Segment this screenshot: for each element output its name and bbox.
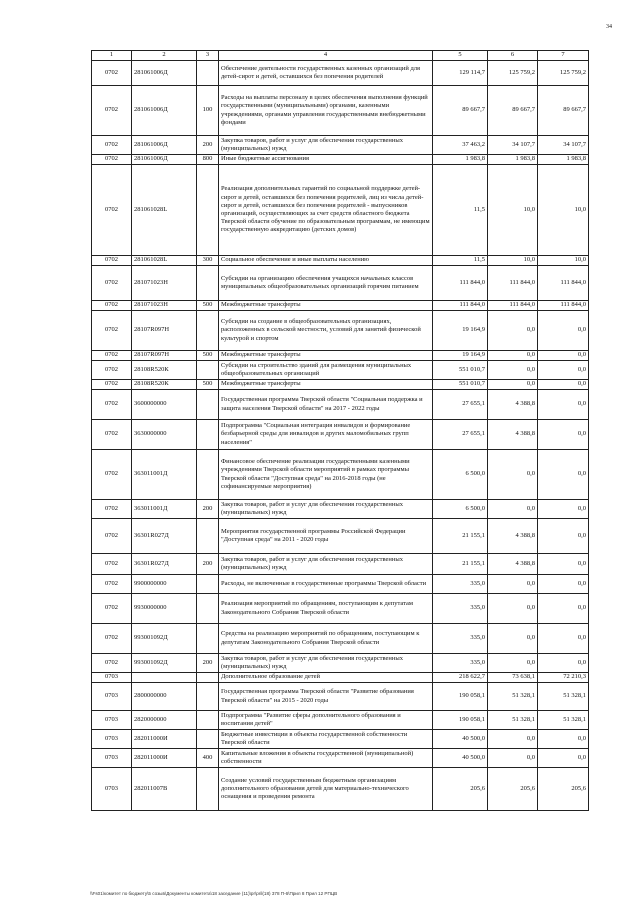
amount-year-2-cell: 0,0 bbox=[488, 351, 538, 361]
amount-year-3-cell: 125 759,2 bbox=[538, 61, 589, 86]
description-cell: Средства на реализацию мероприятий по обращениям, поступающим к депутатам Законодательного Собрания Тверской области bbox=[219, 624, 433, 654]
section-code-cell: 0702 bbox=[92, 575, 132, 594]
description-cell: Субсидии на организацию обеспечения учащихся начальных классов муниципальных общеобразовательных организаций горячим питанием bbox=[219, 266, 433, 301]
description-cell: Закупка товаров, работ и услуг для обеспечения государственных (муниципальных) нужд bbox=[219, 136, 433, 155]
amount-year-3-cell: 0,0 bbox=[538, 749, 589, 768]
expense-type-cell bbox=[197, 61, 219, 86]
target-article-cell: 3600000000 bbox=[132, 390, 197, 420]
amount-year-3-cell: 0,0 bbox=[538, 575, 589, 594]
table-row bbox=[92, 380, 589, 390]
description-cell: Расходы, не включенные в государственные программы Тверской области bbox=[219, 575, 433, 594]
expense-type-cell bbox=[197, 420, 219, 450]
section-code-cell: 0702 bbox=[92, 380, 132, 390]
amount-year-3-cell: 0,0 bbox=[538, 554, 589, 575]
amount-year-2-cell: 51 328,1 bbox=[488, 683, 538, 711]
description-cell: Закупка товаров, работ и услуг для обеспечения государственных (муниципальных) нужд bbox=[219, 654, 433, 673]
target-article-cell: 36301R027Д bbox=[132, 554, 197, 575]
amount-year-2-cell: 0,0 bbox=[488, 654, 538, 673]
expense-type-cell bbox=[197, 594, 219, 624]
amount-year-2-cell: 89 667,7 bbox=[488, 86, 538, 136]
expense-type-cell bbox=[197, 450, 219, 500]
description-cell: Расходы на выплаты персоналу в целях обеспечения выполнения функций государственными (муниципальными) органами, казенными учреждениями, органами управления государственными внебюджетными фондами bbox=[219, 86, 433, 136]
target-article-cell: 281071023Н bbox=[132, 266, 197, 301]
expense-type-cell: 100 bbox=[197, 86, 219, 136]
header-col-6: 6 bbox=[488, 51, 538, 61]
header-col-1: 1 bbox=[92, 51, 132, 61]
expense-type-cell: 800 bbox=[197, 155, 219, 165]
section-code-cell: 0702 bbox=[92, 554, 132, 575]
target-article-cell: 28108R520К bbox=[132, 380, 197, 390]
expense-type-cell: 200 bbox=[197, 500, 219, 519]
amount-year-1-cell: 21 155,1 bbox=[433, 519, 488, 554]
section-code-cell: 0702 bbox=[92, 420, 132, 450]
amount-year-1-cell: 129 114,7 bbox=[433, 61, 488, 86]
section-code-cell: 0702 bbox=[92, 266, 132, 301]
table-row bbox=[92, 390, 589, 420]
amount-year-1-cell: 37 463,2 bbox=[433, 136, 488, 155]
section-code-cell: 0702 bbox=[92, 165, 132, 256]
description-cell: Дополнительное образование детей bbox=[219, 673, 433, 683]
header-col-7: 7 bbox=[538, 51, 589, 61]
table-row bbox=[92, 155, 589, 165]
target-article-cell: 282011000И bbox=[132, 730, 197, 749]
amount-year-3-cell: 1 983,8 bbox=[538, 155, 589, 165]
amount-year-1-cell: 335,0 bbox=[433, 654, 488, 673]
section-code-cell: 0702 bbox=[92, 594, 132, 624]
section-code-cell: 0702 bbox=[92, 654, 132, 673]
table-row bbox=[92, 575, 589, 594]
expense-type-cell bbox=[197, 624, 219, 654]
amount-year-1-cell: 11,5 bbox=[433, 165, 488, 256]
amount-year-1-cell: 1 983,8 bbox=[433, 155, 488, 165]
section-code-cell: 0702 bbox=[92, 86, 132, 136]
amount-year-2-cell: 0,0 bbox=[488, 500, 538, 519]
table-row bbox=[92, 624, 589, 654]
table-row bbox=[92, 136, 589, 155]
header-col-2: 2 bbox=[132, 51, 197, 61]
section-code-cell: 0703 bbox=[92, 749, 132, 768]
amount-year-2-cell: 34 107,7 bbox=[488, 136, 538, 155]
page-number: 34 bbox=[606, 24, 612, 30]
expense-type-cell: 200 bbox=[197, 654, 219, 673]
amount-year-2-cell: 0,0 bbox=[488, 624, 538, 654]
expense-type-cell bbox=[197, 673, 219, 683]
amount-year-1-cell: 6 500,0 bbox=[433, 450, 488, 500]
expense-type-cell: 200 bbox=[197, 554, 219, 575]
amount-year-3-cell: 72 210,3 bbox=[538, 673, 589, 683]
amount-year-3-cell: 10,0 bbox=[538, 256, 589, 266]
section-code-cell: 0703 bbox=[92, 711, 132, 730]
target-article-cell: 2800000000 bbox=[132, 683, 197, 711]
section-code-cell: 0702 bbox=[92, 390, 132, 420]
amount-year-3-cell: 0,0 bbox=[538, 519, 589, 554]
target-article-cell: 281061006Д bbox=[132, 61, 197, 86]
table-row bbox=[92, 673, 589, 683]
amount-year-3-cell: 111 844,0 bbox=[538, 301, 589, 311]
section-code-cell: 0702 bbox=[92, 500, 132, 519]
expense-type-cell: 500 bbox=[197, 380, 219, 390]
description-cell: Социальное обеспечение и иные выплаты населению bbox=[219, 256, 433, 266]
section-code-cell: 0702 bbox=[92, 351, 132, 361]
table-row bbox=[92, 519, 589, 554]
description-cell: Подпрограмма "Социальная интеграция инвалидов и формирование безбарьерной среды для инвалидов и других маломобильных групп населения" bbox=[219, 420, 433, 450]
amount-year-3-cell: 0,0 bbox=[538, 311, 589, 351]
amount-year-1-cell: 21 155,1 bbox=[433, 554, 488, 575]
amount-year-3-cell: 10,0 bbox=[538, 165, 589, 256]
amount-year-2-cell: 0,0 bbox=[488, 594, 538, 624]
amount-year-3-cell: 0,0 bbox=[538, 450, 589, 500]
expense-type-cell: 500 bbox=[197, 351, 219, 361]
target-article-cell: 281061006Д bbox=[132, 155, 197, 165]
section-code-cell: 0702 bbox=[92, 311, 132, 351]
section-code-cell: 0703 bbox=[92, 673, 132, 683]
description-cell: Государственная программа Тверской области "Развитие образования Тверской области" на 2015 - 2020 годы bbox=[219, 683, 433, 711]
table-row bbox=[92, 768, 589, 811]
expense-type-cell bbox=[197, 519, 219, 554]
amount-year-2-cell: 73 638,1 bbox=[488, 673, 538, 683]
description-cell: Финансовое обеспечение реализации государственными казенными учреждениями Тверской области мероприятий в рамках программы Тверской области "Доступная среда" на 2016-2018 годы (не софинансируемые мероприятия) bbox=[219, 450, 433, 500]
table-row bbox=[92, 749, 589, 768]
amount-year-1-cell: 19 164,9 bbox=[433, 351, 488, 361]
section-code-cell: 0703 bbox=[92, 768, 132, 811]
amount-year-1-cell: 551 010,7 bbox=[433, 380, 488, 390]
amount-year-2-cell: 4 388,8 bbox=[488, 420, 538, 450]
amount-year-1-cell: 27 655,1 bbox=[433, 420, 488, 450]
description-cell: Закупка товаров, работ и услуг для обеспечения государственных (муниципальных) нужд bbox=[219, 554, 433, 575]
section-code-cell: 0702 bbox=[92, 450, 132, 500]
amount-year-3-cell: 0,0 bbox=[538, 730, 589, 749]
amount-year-2-cell: 0,0 bbox=[488, 749, 538, 768]
amount-year-1-cell: 6 500,0 bbox=[433, 500, 488, 519]
amount-year-1-cell: 218 622,7 bbox=[433, 673, 488, 683]
expense-type-cell bbox=[197, 390, 219, 420]
amount-year-3-cell: 205,6 bbox=[538, 768, 589, 811]
target-article-cell: 281071023Н bbox=[132, 301, 197, 311]
table-row bbox=[92, 301, 589, 311]
amount-year-1-cell: 335,0 bbox=[433, 575, 488, 594]
expense-type-cell bbox=[197, 768, 219, 811]
target-article-cell bbox=[132, 673, 197, 683]
amount-year-3-cell: 0,0 bbox=[538, 380, 589, 390]
amount-year-2-cell: 125 759,2 bbox=[488, 61, 538, 86]
expense-type-cell bbox=[197, 266, 219, 301]
target-article-cell: 281061028L bbox=[132, 256, 197, 266]
budget-table bbox=[91, 50, 589, 811]
amount-year-1-cell: 19 164,9 bbox=[433, 311, 488, 351]
amount-year-2-cell: 10,0 bbox=[488, 165, 538, 256]
amount-year-2-cell: 1 983,8 bbox=[488, 155, 538, 165]
amount-year-1-cell: 551 010,7 bbox=[433, 361, 488, 380]
table-row bbox=[92, 86, 589, 136]
target-article-cell: 282011007В bbox=[132, 768, 197, 811]
amount-year-2-cell: 205,6 bbox=[488, 768, 538, 811]
expense-type-cell bbox=[197, 730, 219, 749]
amount-year-1-cell: 190 058,1 bbox=[433, 711, 488, 730]
description-cell: Бюджетные инвестиции в объекты государственной собственности Тверской области bbox=[219, 730, 433, 749]
header-col-3: 3 bbox=[197, 51, 219, 61]
amount-year-1-cell: 11,5 bbox=[433, 256, 488, 266]
table-row bbox=[92, 256, 589, 266]
target-article-cell: 281061028L bbox=[132, 165, 197, 256]
table-row bbox=[92, 450, 589, 500]
target-article-cell: 993001092Д bbox=[132, 624, 197, 654]
section-code-cell: 0702 bbox=[92, 136, 132, 155]
amount-year-2-cell: 51 328,1 bbox=[488, 711, 538, 730]
description-cell: Межбюджетные трансферты bbox=[219, 351, 433, 361]
table-row bbox=[92, 420, 589, 450]
target-article-cell: 993001092Д bbox=[132, 654, 197, 673]
amount-year-1-cell: 27 655,1 bbox=[433, 390, 488, 420]
table-row bbox=[92, 351, 589, 361]
amount-year-3-cell: 111 844,0 bbox=[538, 266, 589, 301]
description-cell: Обеспечение деятельности государственных казенных организаций для детей-сирот и детей, оставшихся без попечения родителей bbox=[219, 61, 433, 86]
amount-year-3-cell: 51 328,1 bbox=[538, 711, 589, 730]
section-code-cell: 0702 bbox=[92, 256, 132, 266]
target-article-cell: 9900000000 bbox=[132, 575, 197, 594]
table-row bbox=[92, 594, 589, 624]
description-cell: Мероприятия государственной программы Российской Федерации "Доступная среда" на 2011 - 2020 годы bbox=[219, 519, 433, 554]
amount-year-3-cell: 0,0 bbox=[538, 351, 589, 361]
section-code-cell: 0702 bbox=[92, 301, 132, 311]
expense-type-cell bbox=[197, 165, 219, 256]
table-row bbox=[92, 500, 589, 519]
description-cell: Межбюджетные трансферты bbox=[219, 301, 433, 311]
amount-year-1-cell: 111 844,0 bbox=[433, 266, 488, 301]
amount-year-2-cell: 0,0 bbox=[488, 311, 538, 351]
section-code-cell: 0702 bbox=[92, 61, 132, 86]
description-cell: Закупка товаров, работ и услуг для обеспечения государственных (муниципальных) нужд bbox=[219, 500, 433, 519]
description-cell: Создание условий государственным бюджетным организациям дополнительного образования детей для материально-технического оснащения и проведения ремонта bbox=[219, 768, 433, 811]
expense-type-cell: 400 bbox=[197, 749, 219, 768]
target-article-cell: 363011001Д bbox=[132, 500, 197, 519]
target-article-cell: 281061006Д bbox=[132, 86, 197, 136]
table-row bbox=[92, 311, 589, 351]
table-row bbox=[92, 654, 589, 673]
description-cell: Реализация мероприятий по обращениям, поступающим к депутатам Законодательного Собрания Тверской области bbox=[219, 594, 433, 624]
amount-year-3-cell: 0,0 bbox=[538, 420, 589, 450]
file-path-footer: \\Fs01\комитет по бюджету\5 созыв\Документы комитета\18 заседание (11)\pr\pril(18) 378 П-6\Прил 8 Прил 12 РПЦВ bbox=[90, 891, 338, 896]
description-cell: Межбюджетные трансферты bbox=[219, 380, 433, 390]
description-cell: Иные бюджетные ассигнования bbox=[219, 155, 433, 165]
expense-type-cell bbox=[197, 311, 219, 351]
target-article-cell: 3630000000 bbox=[132, 420, 197, 450]
amount-year-2-cell: 0,0 bbox=[488, 575, 538, 594]
amount-year-2-cell: 4 388,8 bbox=[488, 390, 538, 420]
description-cell: Реализация дополнительных гарантий по социальной поддержке детей-сирот и детей, оставшихся без попечения родителей, лиц из числа детей-сирот и детей, оставшихся без попечения родителей - выпускников организаций, осуществляющих за счет средств областного бюджета Тверской области обучение по образовательным программам, не имеющим государственную аккредитацию (детских домов) bbox=[219, 165, 433, 256]
table-row bbox=[92, 61, 589, 86]
amount-year-1-cell: 190 058,1 bbox=[433, 683, 488, 711]
amount-year-3-cell: 51 328,1 bbox=[538, 683, 589, 711]
table-row bbox=[92, 266, 589, 301]
section-code-cell: 0702 bbox=[92, 624, 132, 654]
amount-year-1-cell: 89 667,7 bbox=[433, 86, 488, 136]
expense-type-cell bbox=[197, 361, 219, 380]
table-row bbox=[92, 711, 589, 730]
amount-year-3-cell: 89 667,7 bbox=[538, 86, 589, 136]
amount-year-3-cell: 0,0 bbox=[538, 654, 589, 673]
description-cell: Капитальные вложения в объекты государственной (муниципальной) собственности bbox=[219, 749, 433, 768]
amount-year-3-cell: 34 107,7 bbox=[538, 136, 589, 155]
expense-type-cell bbox=[197, 711, 219, 730]
amount-year-1-cell: 111 844,0 bbox=[433, 301, 488, 311]
header-col-4: 4 bbox=[219, 51, 433, 61]
amount-year-3-cell: 0,0 bbox=[538, 390, 589, 420]
expense-type-cell bbox=[197, 683, 219, 711]
target-article-cell: 363011001Д bbox=[132, 450, 197, 500]
amount-year-3-cell: 0,0 bbox=[538, 624, 589, 654]
amount-year-2-cell: 4 388,8 bbox=[488, 519, 538, 554]
target-article-cell: 28108R520К bbox=[132, 361, 197, 380]
description-cell: Субсидии на строительство зданий для размещения муниципальных общеобразовательных организаций bbox=[219, 361, 433, 380]
table-row bbox=[92, 683, 589, 711]
amount-year-3-cell: 0,0 bbox=[538, 500, 589, 519]
amount-year-1-cell: 40 500,0 bbox=[433, 730, 488, 749]
amount-year-3-cell: 0,0 bbox=[538, 594, 589, 624]
table-row bbox=[92, 730, 589, 749]
section-code-cell: 0703 bbox=[92, 730, 132, 749]
description-cell: Подпрограмма "Развитие сферы дополнительного образования и воспитания детей" bbox=[219, 711, 433, 730]
amount-year-2-cell: 0,0 bbox=[488, 361, 538, 380]
target-article-cell: 281061006Д bbox=[132, 136, 197, 155]
expense-type-cell: 500 bbox=[197, 301, 219, 311]
table-row bbox=[92, 554, 589, 575]
section-code-cell: 0702 bbox=[92, 361, 132, 380]
section-code-cell: 0703 bbox=[92, 683, 132, 711]
amount-year-2-cell: 0,0 bbox=[488, 730, 538, 749]
amount-year-2-cell: 4 388,8 bbox=[488, 554, 538, 575]
amount-year-1-cell: 335,0 bbox=[433, 624, 488, 654]
header-col-5: 5 bbox=[433, 51, 488, 61]
amount-year-2-cell: 111 844,0 bbox=[488, 266, 538, 301]
amount-year-1-cell: 40 500,0 bbox=[433, 749, 488, 768]
target-article-cell: 28107R097Н bbox=[132, 311, 197, 351]
amount-year-3-cell: 0,0 bbox=[538, 361, 589, 380]
amount-year-1-cell: 205,6 bbox=[433, 768, 488, 811]
section-code-cell: 0702 bbox=[92, 155, 132, 165]
target-article-cell: 9930000000 bbox=[132, 594, 197, 624]
target-article-cell: 28107R097Н bbox=[132, 351, 197, 361]
section-code-cell: 0702 bbox=[92, 519, 132, 554]
amount-year-2-cell: 111 844,0 bbox=[488, 301, 538, 311]
amount-year-2-cell: 10,0 bbox=[488, 256, 538, 266]
description-cell: Субсидии на создание в общеобразовательных организациях, расположенных в сельской местности, условий для занятий физической культурой и спортом bbox=[219, 311, 433, 351]
target-article-cell: 2820000000 bbox=[132, 711, 197, 730]
expense-type-cell: 300 bbox=[197, 256, 219, 266]
target-article-cell: 282011000И bbox=[132, 749, 197, 768]
amount-year-2-cell: 0,0 bbox=[488, 450, 538, 500]
amount-year-1-cell: 335,0 bbox=[433, 594, 488, 624]
table-row bbox=[92, 165, 589, 256]
expense-type-cell bbox=[197, 575, 219, 594]
header-row bbox=[92, 51, 589, 61]
target-article-cell: 36301R027Д bbox=[132, 519, 197, 554]
table-row bbox=[92, 361, 589, 380]
expense-type-cell: 200 bbox=[197, 136, 219, 155]
description-cell: Государственная программа Тверской области "Социальная поддержка и защита населения Тверской области" на 2017 - 2022 годы bbox=[219, 390, 433, 420]
amount-year-2-cell: 0,0 bbox=[488, 380, 538, 390]
